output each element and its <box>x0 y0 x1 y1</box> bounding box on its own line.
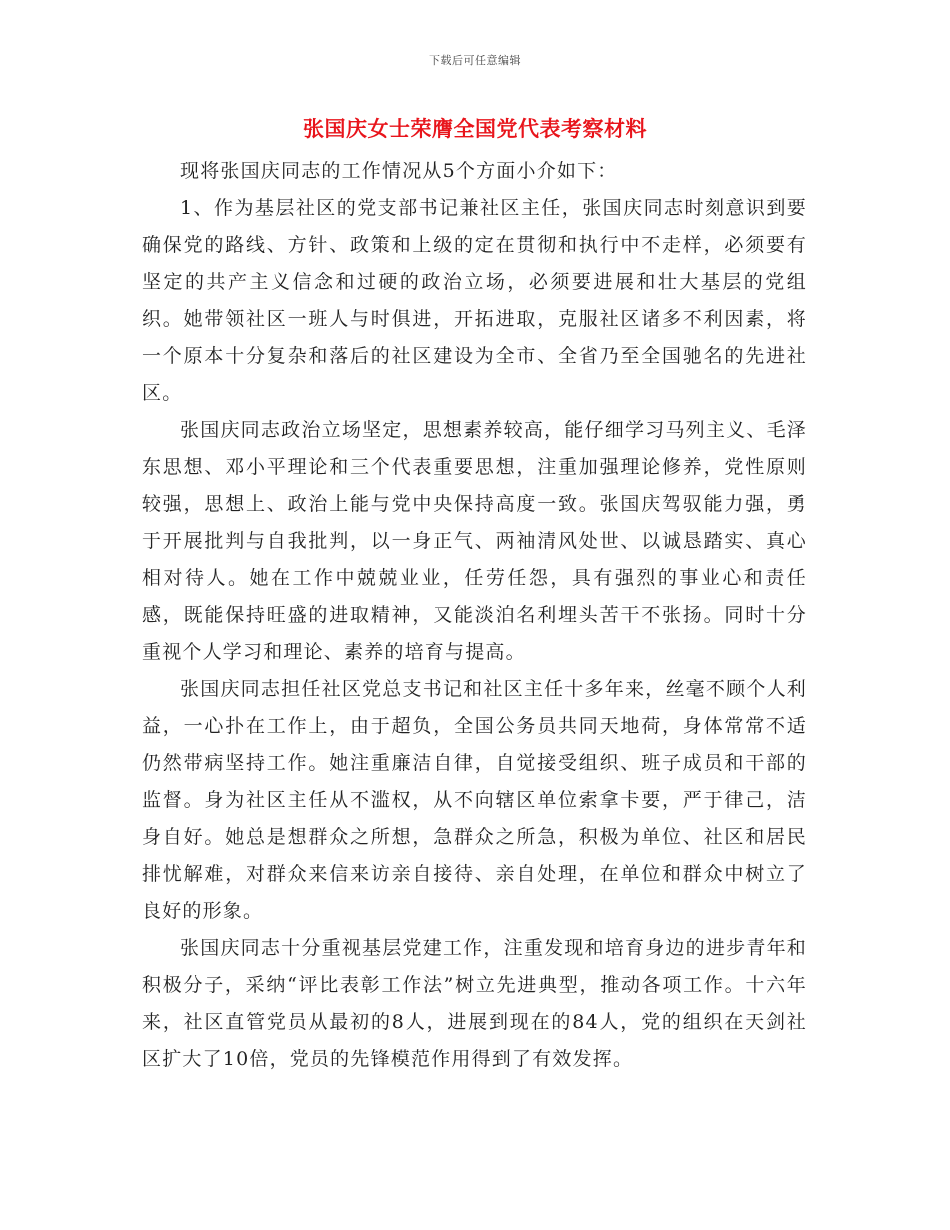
paragraph-intro: 现将张国庆同志的工作情况从5个方面小介如下： <box>180 160 618 182</box>
document-title: 张国庆女士荣膺全国党代表考察材料 <box>303 116 647 141</box>
document-body <box>142 153 807 1078</box>
header-note: 下载后可任意编辑 <box>429 54 521 67</box>
paragraph-1: 1、作为基层社区的党支部书记兼社区主任，张国庆同志时刻意识到要确保党的路线、方针、政策和上级的定在贯彻和执行中不走样，必须要有坚定的共产主义信念和过硬的政治立场，必须要进展和壮大基层的党组织。她带领社区一班人与时俱进，开拓进取，克服社区诸多不利因素，将一个原本十分复杂和落后的社区建设为全市、全省乃至全国驰名的先进社区。 <box>142 197 807 404</box>
paragraph-2: 张国庆同志政治立场坚定，思想素养较高，能仔细学习马列主义、毛泽东思想、邓小平理论和三个代表重要思想，注重加强理论修养，党性原则较强，思想上、政治上能与党中央保持高度一致。张国庆驾驭能力强，勇于开展批判与自我批判，以一身正气、两袖清风处世、以诚恳踏实、真心相对待人。她在工作中兢兢业业，任劳任怨，具有强烈的事业心和责任感，既能保持旺盛的进取精神，又能淡泊名利埋头苦干不张扬。同时十分重视个人学习和理论、素养的培育与提高。 <box>142 419 807 663</box>
paragraph-3: 张国庆同志担任社区党总支书记和社区主任十多年来，丝毫不顾个人利益，一心扑在工作上，由于超负，全国公务员共同天地荷，身体常常不适仍然带病坚持工作。她注重廉洁自律，自觉接受组织、班子成员和干部的监督。身为社区主任从不滥权，从不向辖区单位索拿卡要，严于律己，洁身自好。她总是想群众之所想，急群众之所急，积极为单位、社区和居民排忧解难，对群众来信来访亲自接待、亲自处理，在单位和群众中树立了良好的形象。 <box>142 678 807 922</box>
paragraph-4: 张国庆同志十分重视基层党建工作，注重发现和培育身边的进步青年和积极分子，采纳“评比表彰工作法”树立先进典型，推动各项工作。十六年来，社区直管党员从最初的8人，进展到现在的84人，党的组织在天剑社区扩大了10倍，党员的先锋模范作用得到了有效发挥。 <box>142 937 807 1070</box>
